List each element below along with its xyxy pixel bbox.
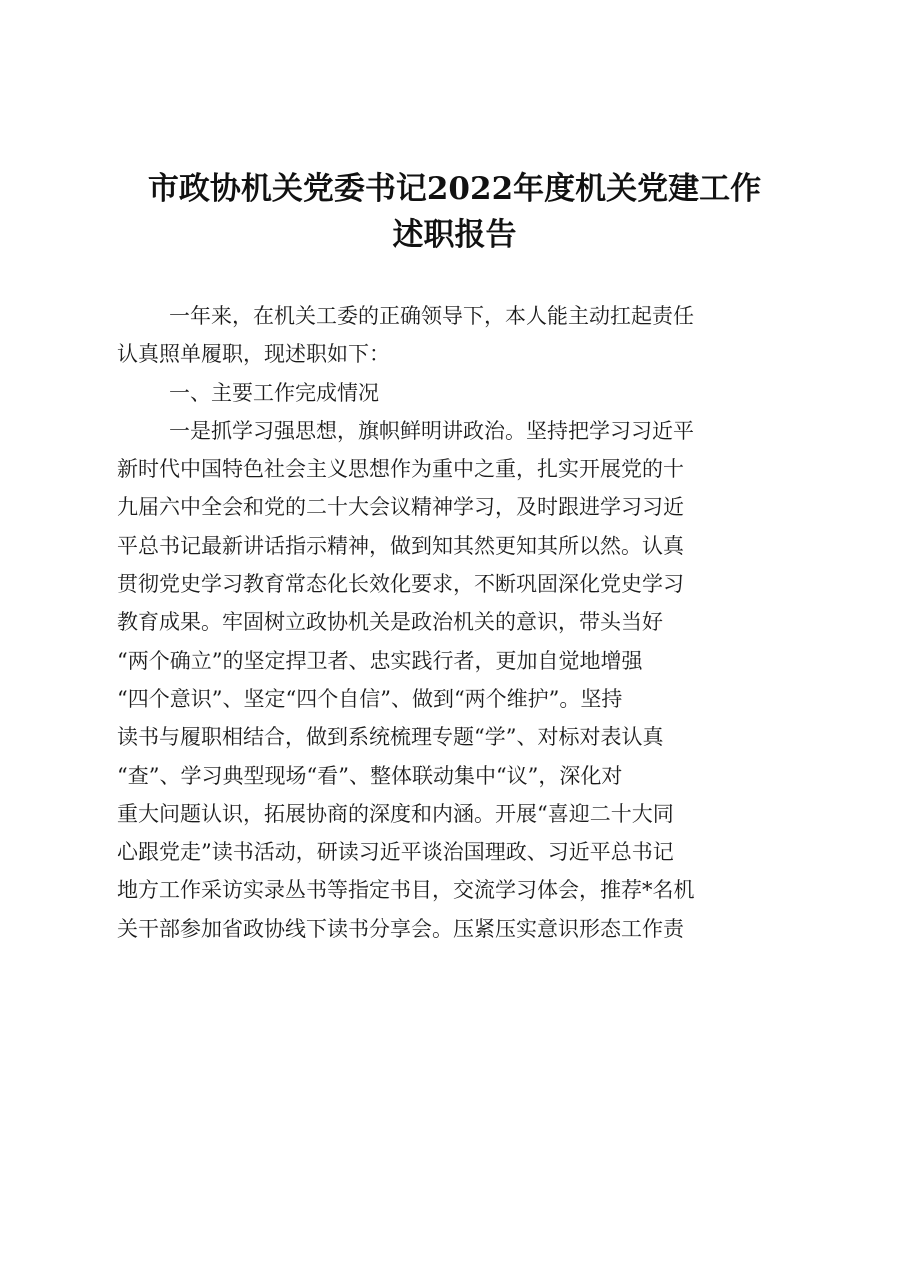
title-line-1: 市政协机关党委书记2022年度机关党建工作 <box>147 171 762 207</box>
document-body <box>117 297 797 948</box>
paragraph-line: 重大问题认识，拓展协商的深度和内涵。开展“喜迎二十大同 <box>117 801 674 826</box>
paragraph-line: 新时代中国特色社会主义思想作为重中之重，扎实开展党的十 <box>117 457 684 482</box>
document-title <box>100 166 809 258</box>
paragraph-line: “两个确立”的坚定捍卫者、忠实践行者，更加自觉地增强 <box>117 648 643 673</box>
paragraph-line: 九届六中全会和党的二十大会议精神学习，及时跟进学习习近 <box>117 495 684 520</box>
paragraph-line: 平总书记最新讲话指示精神，做到知其然更知其所以然。认真 <box>117 533 684 558</box>
section-heading: 一、主要工作完成情况 <box>169 380 379 405</box>
paragraph-intro-line-1: 一年来，在机关工委的正确领导下，本人能主动扛起责任 <box>169 304 694 328</box>
paragraph-line: 读书与履职相结合，做到系统梳理专题“学”、对标对表认真 <box>117 725 664 750</box>
paragraph-line: 教育成果。牢固树立政协机关是政治机关的意识，带头当好 <box>117 610 663 635</box>
paragraph-line: 一是抓学习强思想，旗帜鲜明讲政治。坚持把学习习近平 <box>169 418 694 443</box>
paragraph-line: 地方工作采访实录丛书等指定书目，交流学习体会，推荐*名机 <box>117 878 695 903</box>
title-line-2: 述职报告 <box>392 217 517 253</box>
paragraph-line: “查”、学习典型现场“看”、整体联动集中“议”，深化对 <box>117 763 623 788</box>
paragraph-intro-line-2: 认真照单履职，现述职如下： <box>117 342 390 367</box>
paragraph-line: 心跟党走”读书活动，研读习近平谈治国理政、习近平总书记 <box>117 840 674 865</box>
paragraph-line: 关干部参加省政协线下读书分享会。压紧压实意识形态工作责 <box>117 916 684 941</box>
paragraph-line: 贯彻党史学习教育常态化长效化要求，不断巩固深化党史学习 <box>117 572 684 597</box>
paragraph-line: “四个意识”、坚定“四个自信”、做到“两个维护”。坚持 <box>117 686 623 711</box>
